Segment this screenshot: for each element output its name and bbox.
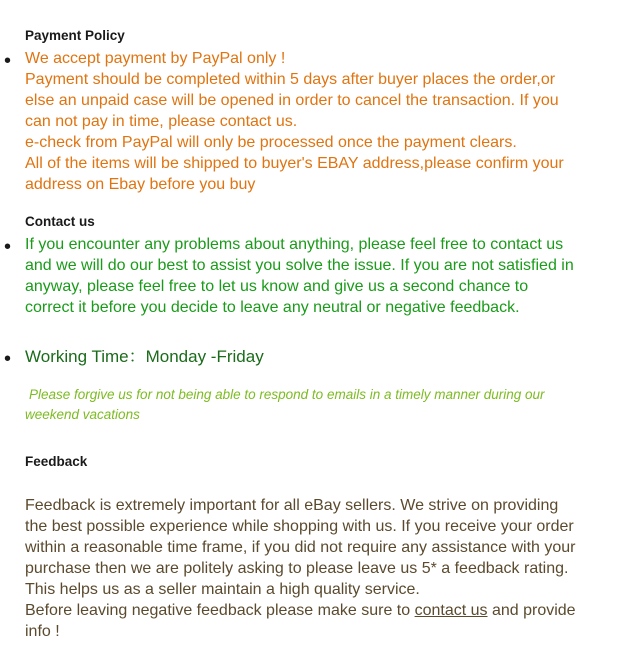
payment-bullet: • — [4, 50, 12, 72]
feedback-line-with-link — [25, 600, 625, 621]
payment-line: can not pay in time, please contact us. — [25, 113, 298, 130]
contact-line: and we will do our best to assist you solve the issue. If you are not satisfied in — [25, 257, 574, 274]
payment-line: Payment should be completed within 5 days after buyer places the order,or — [25, 71, 556, 88]
feedback-line: This helps us as a seller maintain a high quality service. — [25, 581, 420, 598]
feedback-line: purchase then we are politely asking to please leave us 5* a feedback rating. — [25, 560, 569, 577]
feedback-line: within a reasonable time frame, if you did not require any assistance with your — [25, 539, 576, 556]
feedback-text — [25, 495, 625, 642]
contact-line: If you encounter any problems about anything, please feel free to contact us — [25, 236, 564, 253]
working-time-line: Working Time：Monday -Friday — [25, 347, 264, 366]
contact-line: correct it before you decide to leave any neutral or negative feedback. — [25, 299, 520, 316]
feedback-line: the best possible experience while shopping with us. If you receive your order — [25, 518, 574, 535]
feedback-heading: Feedback — [25, 454, 88, 469]
payment-line: e-check from PayPal will only be processed once the payment clears. — [25, 134, 517, 151]
contact-us-text — [25, 234, 625, 318]
payment-line: All of the items will be shipped to buyer's EBAY address,please confirm your — [25, 155, 564, 172]
contact-line: anyway, please feel free to let us know and give us a second chance to — [25, 278, 529, 295]
payment-line: else an unpaid case will be opened in order to cancel the transaction. If you — [25, 92, 559, 109]
payment-line: We accept payment by PayPal only ! — [25, 50, 286, 67]
feedback-final-line: info ! — [25, 623, 60, 640]
working-bullet: • — [4, 348, 12, 370]
feedback-line-prefix: Before leaving negative feedback please make sure to — [25, 602, 415, 619]
note-line: weekend vacations — [25, 407, 140, 422]
feedback-line: Feedback is extremely important for all eBay sellers. We strive on providing — [25, 497, 559, 514]
working-time-title — [25, 346, 625, 367]
payment-line: address on Ebay before you buy — [25, 176, 256, 193]
contact-us-link[interactable]: contact us — [414, 602, 488, 619]
contact-us-heading: Contact us — [25, 214, 95, 229]
feedback-line-suffix: and provide — [487, 602, 576, 619]
note-line: Please forgive us for not being able to respond to emails in a timely manner during our — [29, 387, 545, 402]
payment-policy-heading: Payment Policy — [25, 28, 125, 43]
payment-policy-text — [25, 48, 625, 195]
weekend-note — [25, 385, 625, 425]
contact-bullet: • — [4, 236, 12, 258]
